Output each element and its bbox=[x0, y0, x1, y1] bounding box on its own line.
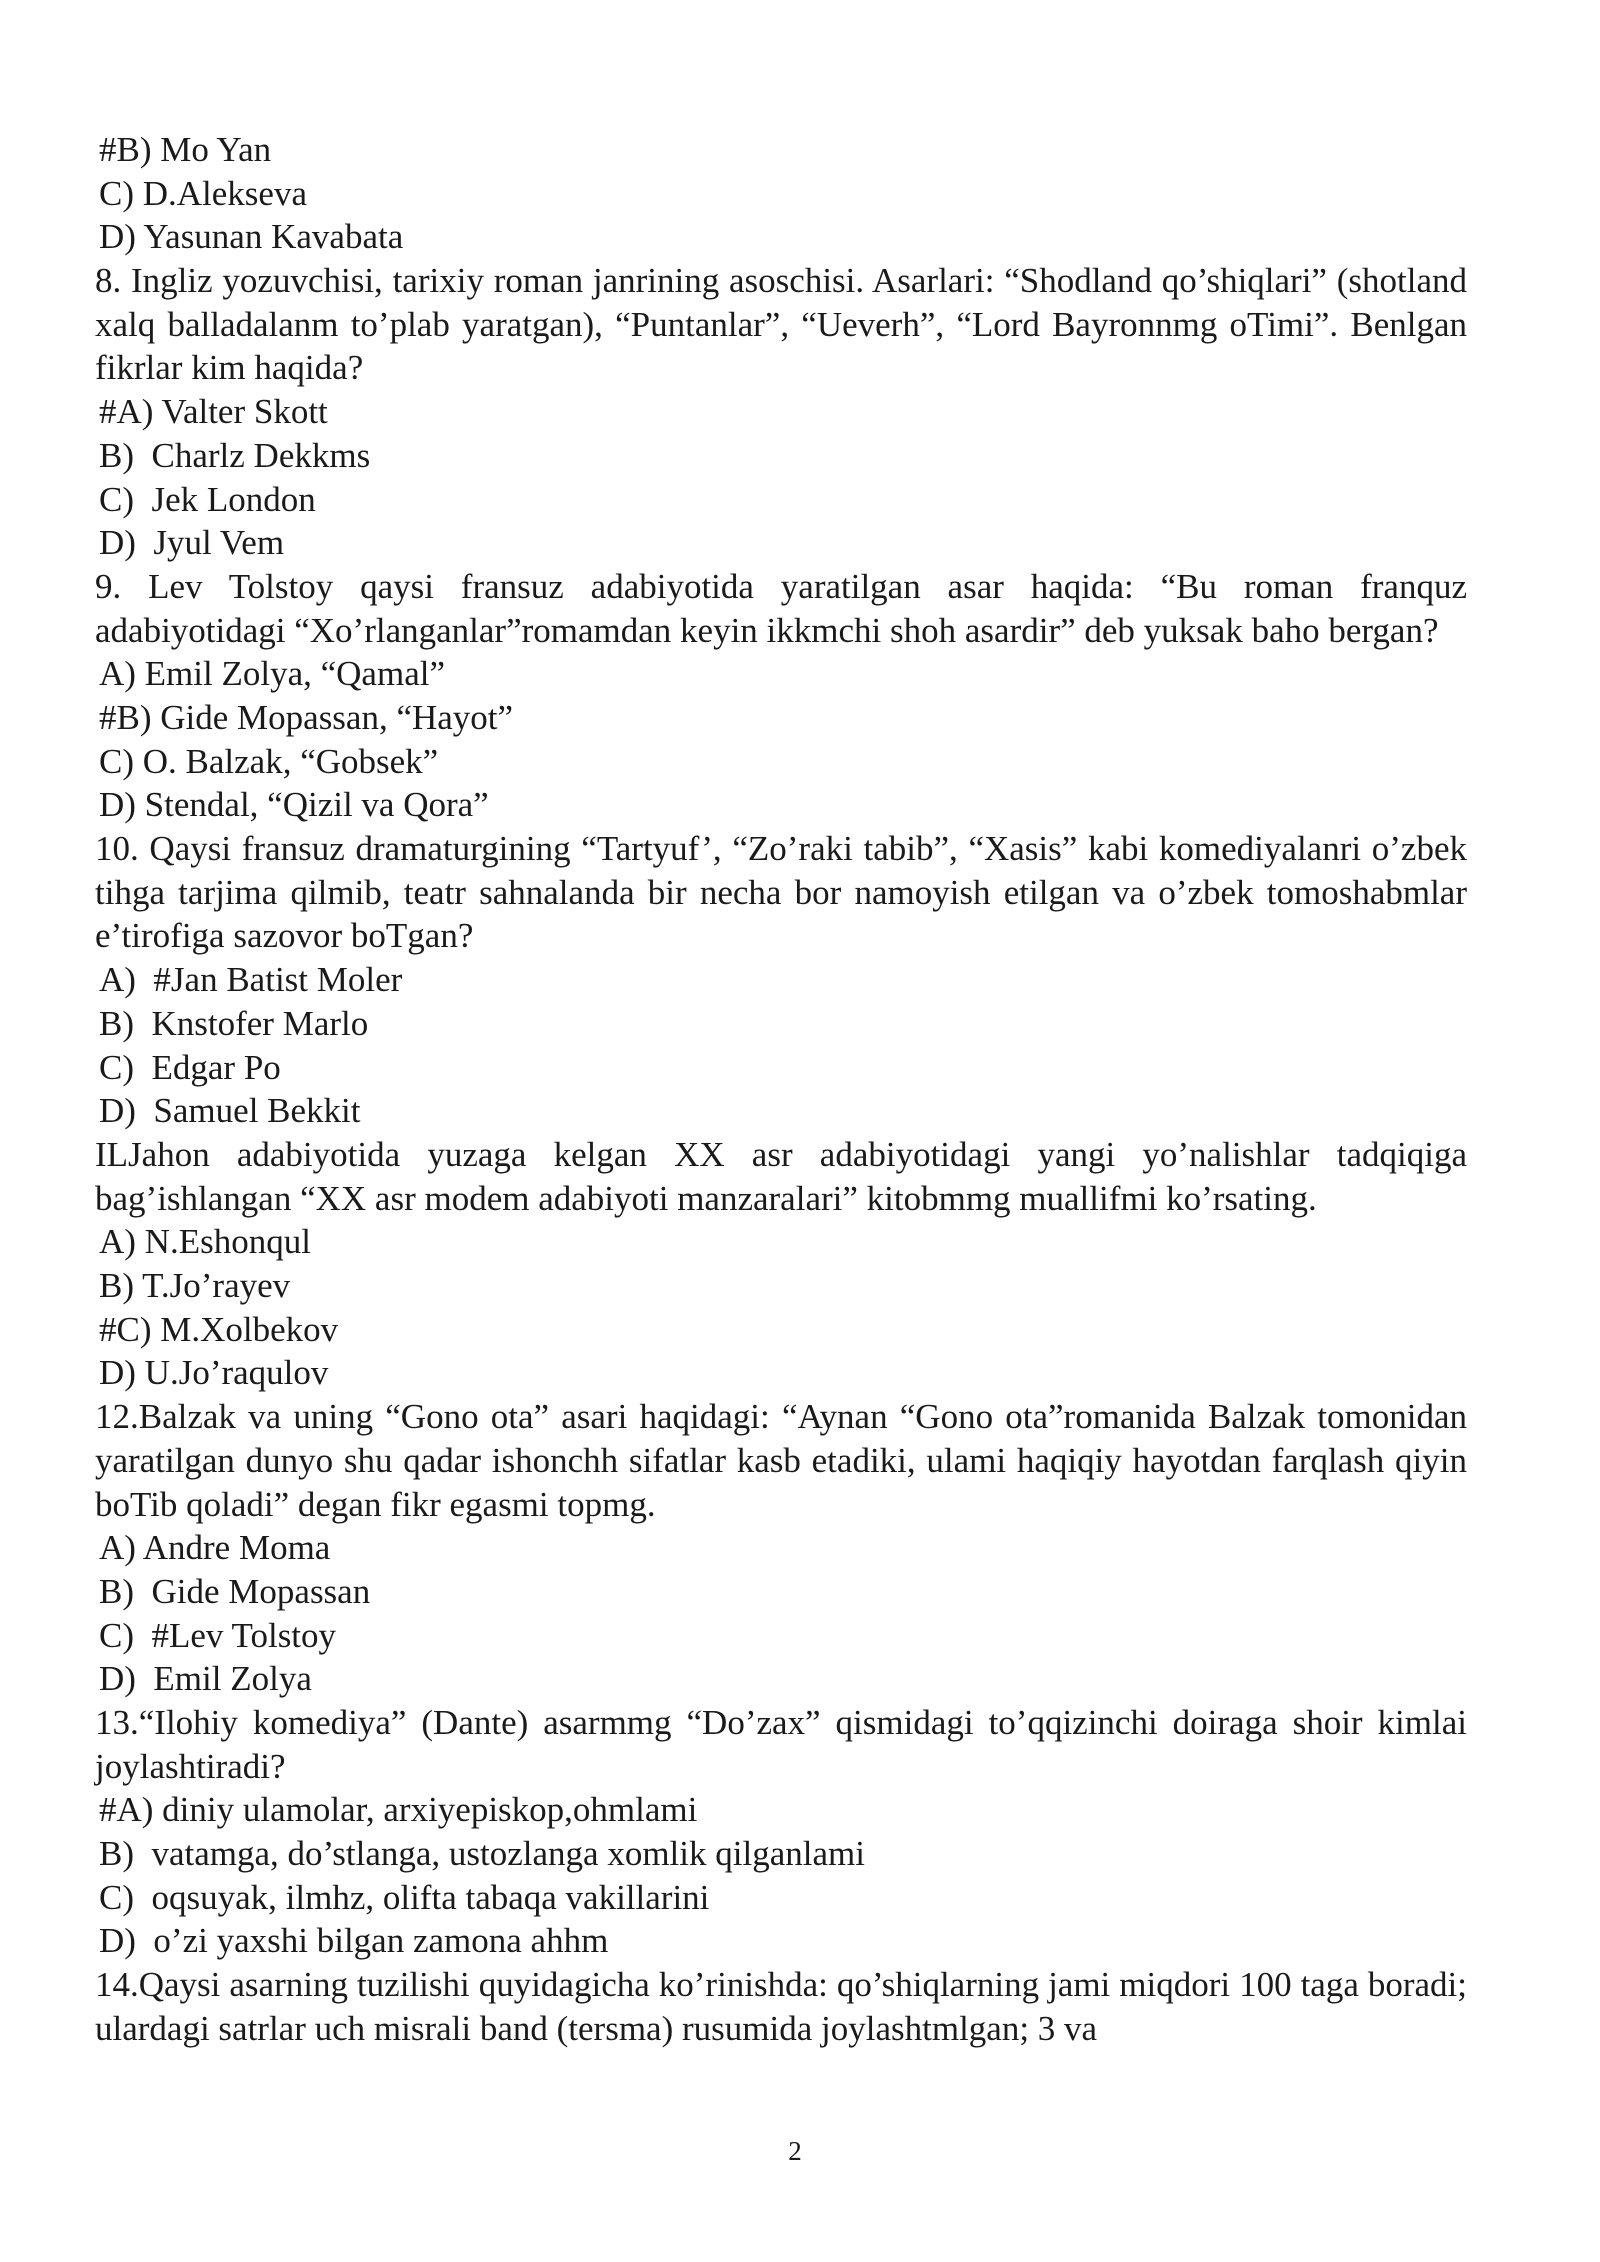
answer-option: #B) Mo Yan bbox=[99, 130, 272, 169]
answer-option: #A) Valter Skott bbox=[99, 392, 328, 432]
answer-option: C) oqsuyak, ilmhz, olifta tabaqa vakillarini bbox=[99, 1877, 710, 1917]
answer-option: #C) M.Xolbekov bbox=[99, 1309, 339, 1349]
answer-option: D) Jyul Vem bbox=[99, 523, 285, 563]
answer-option: A) Andre Moma bbox=[99, 1528, 331, 1568]
question-text: 12.Balzak va uning “Gono ota” asari haqidagi: “Aynan “Gono ota”romanida Balzak tomonidan yaratilgan dunyo shu qadar ishonchh sifatlar kasb etadiki, ulami haqiqiy hayotdan farqlash qiyin boTib qoladi” degan fikr egasmi topmg. bbox=[95, 1397, 1467, 1524]
answer-option: C) Jek London bbox=[99, 479, 316, 519]
page-number: 2 bbox=[788, 2136, 802, 2166]
question-text: 13.“Ilohiy komediya” (Dante) asarmmg “Do’zax” qismidagi to’qqizinchi doiraga shoir kimlai joylashtiradi? bbox=[95, 1702, 1467, 1786]
answer-option: C) #Lev Tolstoy bbox=[99, 1615, 337, 1655]
answer-option: D) U.Jo’raqulov bbox=[99, 1353, 329, 1393]
answer-option: C) Edgar Po bbox=[99, 1047, 281, 1087]
answer-option: B) Knstofer Marlo bbox=[99, 1003, 369, 1043]
question-text: 9. Lev Tolstoy qaysi fransuz adabiyotida yaratilgan asar haqida: “Bu roman franquz adabiyotidagi “Xo’rlanganlar”romamdan keyin ikkmchi shoh asardir” deb yuksak baho bergan? bbox=[95, 566, 1467, 650]
answer-option: D) Samuel Bekkit bbox=[99, 1091, 361, 1131]
answer-option: #B) Gide Mopassan, “Hayot” bbox=[99, 698, 514, 738]
answer-option: D) o’zi yaxshi bilgan zamona ahhm bbox=[99, 1921, 609, 1961]
answer-option: C) D.Alekseva bbox=[99, 173, 308, 213]
answer-option: B) Gide Mopassan bbox=[99, 1571, 371, 1611]
answer-option: B) T.Jo’rayev bbox=[99, 1266, 291, 1306]
document-body bbox=[95, 128, 1467, 2051]
answer-option: C) O. Balzak, “Gobsek” bbox=[99, 741, 439, 781]
answer-option: D) Stendal, “Qizil va Qora” bbox=[99, 785, 489, 825]
answer-option: A) #Jan Batist Moler bbox=[99, 960, 403, 1000]
answer-option: B) Charlz Dekkms bbox=[99, 435, 371, 475]
answer-option: D) Yasunan Kavabata bbox=[99, 217, 404, 257]
question-text: 8. Ingliz yozuvchisi, tarixiy roman janrining asoschisi. Asarlari: “Shodland qo’shiqlari” (shotland xalq balladalanm to’plab yaratgan), “Puntanlar”, “Ueverh”, “Lord Bayronnmg oTimi”. Benlgan fikrlar kim haqida? bbox=[95, 261, 1467, 388]
question-text: ILJahon adabiyotida yuzaga kelgan XX asr adabiyotidagi yangi yo’nalishlar tadqiqiga bag’ishlangan “XX asr modem adabiyoti manzaralari” kitobmmg muallifmi ko’rsating. bbox=[95, 1134, 1467, 1218]
answer-option: A) Emil Zolya, “Qamal” bbox=[99, 654, 445, 694]
answer-option: D) Emil Zolya bbox=[99, 1659, 312, 1699]
question-text: 14.Qaysi asarning tuzilishi quyidagicha ko’rinishda: qo’shiqlarning jami miqdori 100 taga boradi; ulardagi satrlar uch misrali band (tersma) rusumida joylashtmlgan; 3 va bbox=[95, 1965, 1467, 2048]
question-text: 10. Qaysi fransuz dramaturgining “Tartyuf’, “Zo’raki tabib”, “Xasis” kabi komediyalanri o’zbek tihga tarjima qilmib, teatr sahnalanda bir necha bor namoyish etilgan va o’zbek tomoshabmlar e’tirofiga sazovor boTgan? bbox=[95, 829, 1467, 956]
answer-option: A) N.Eshonqul bbox=[99, 1222, 311, 1262]
answer-option: #A) diniy ulamolar, arxiyepiskop,ohmlami bbox=[99, 1790, 698, 1830]
answer-option: B) vatamga, do’stlanga, ustozlanga xomlik qilganlami bbox=[99, 1834, 865, 1874]
